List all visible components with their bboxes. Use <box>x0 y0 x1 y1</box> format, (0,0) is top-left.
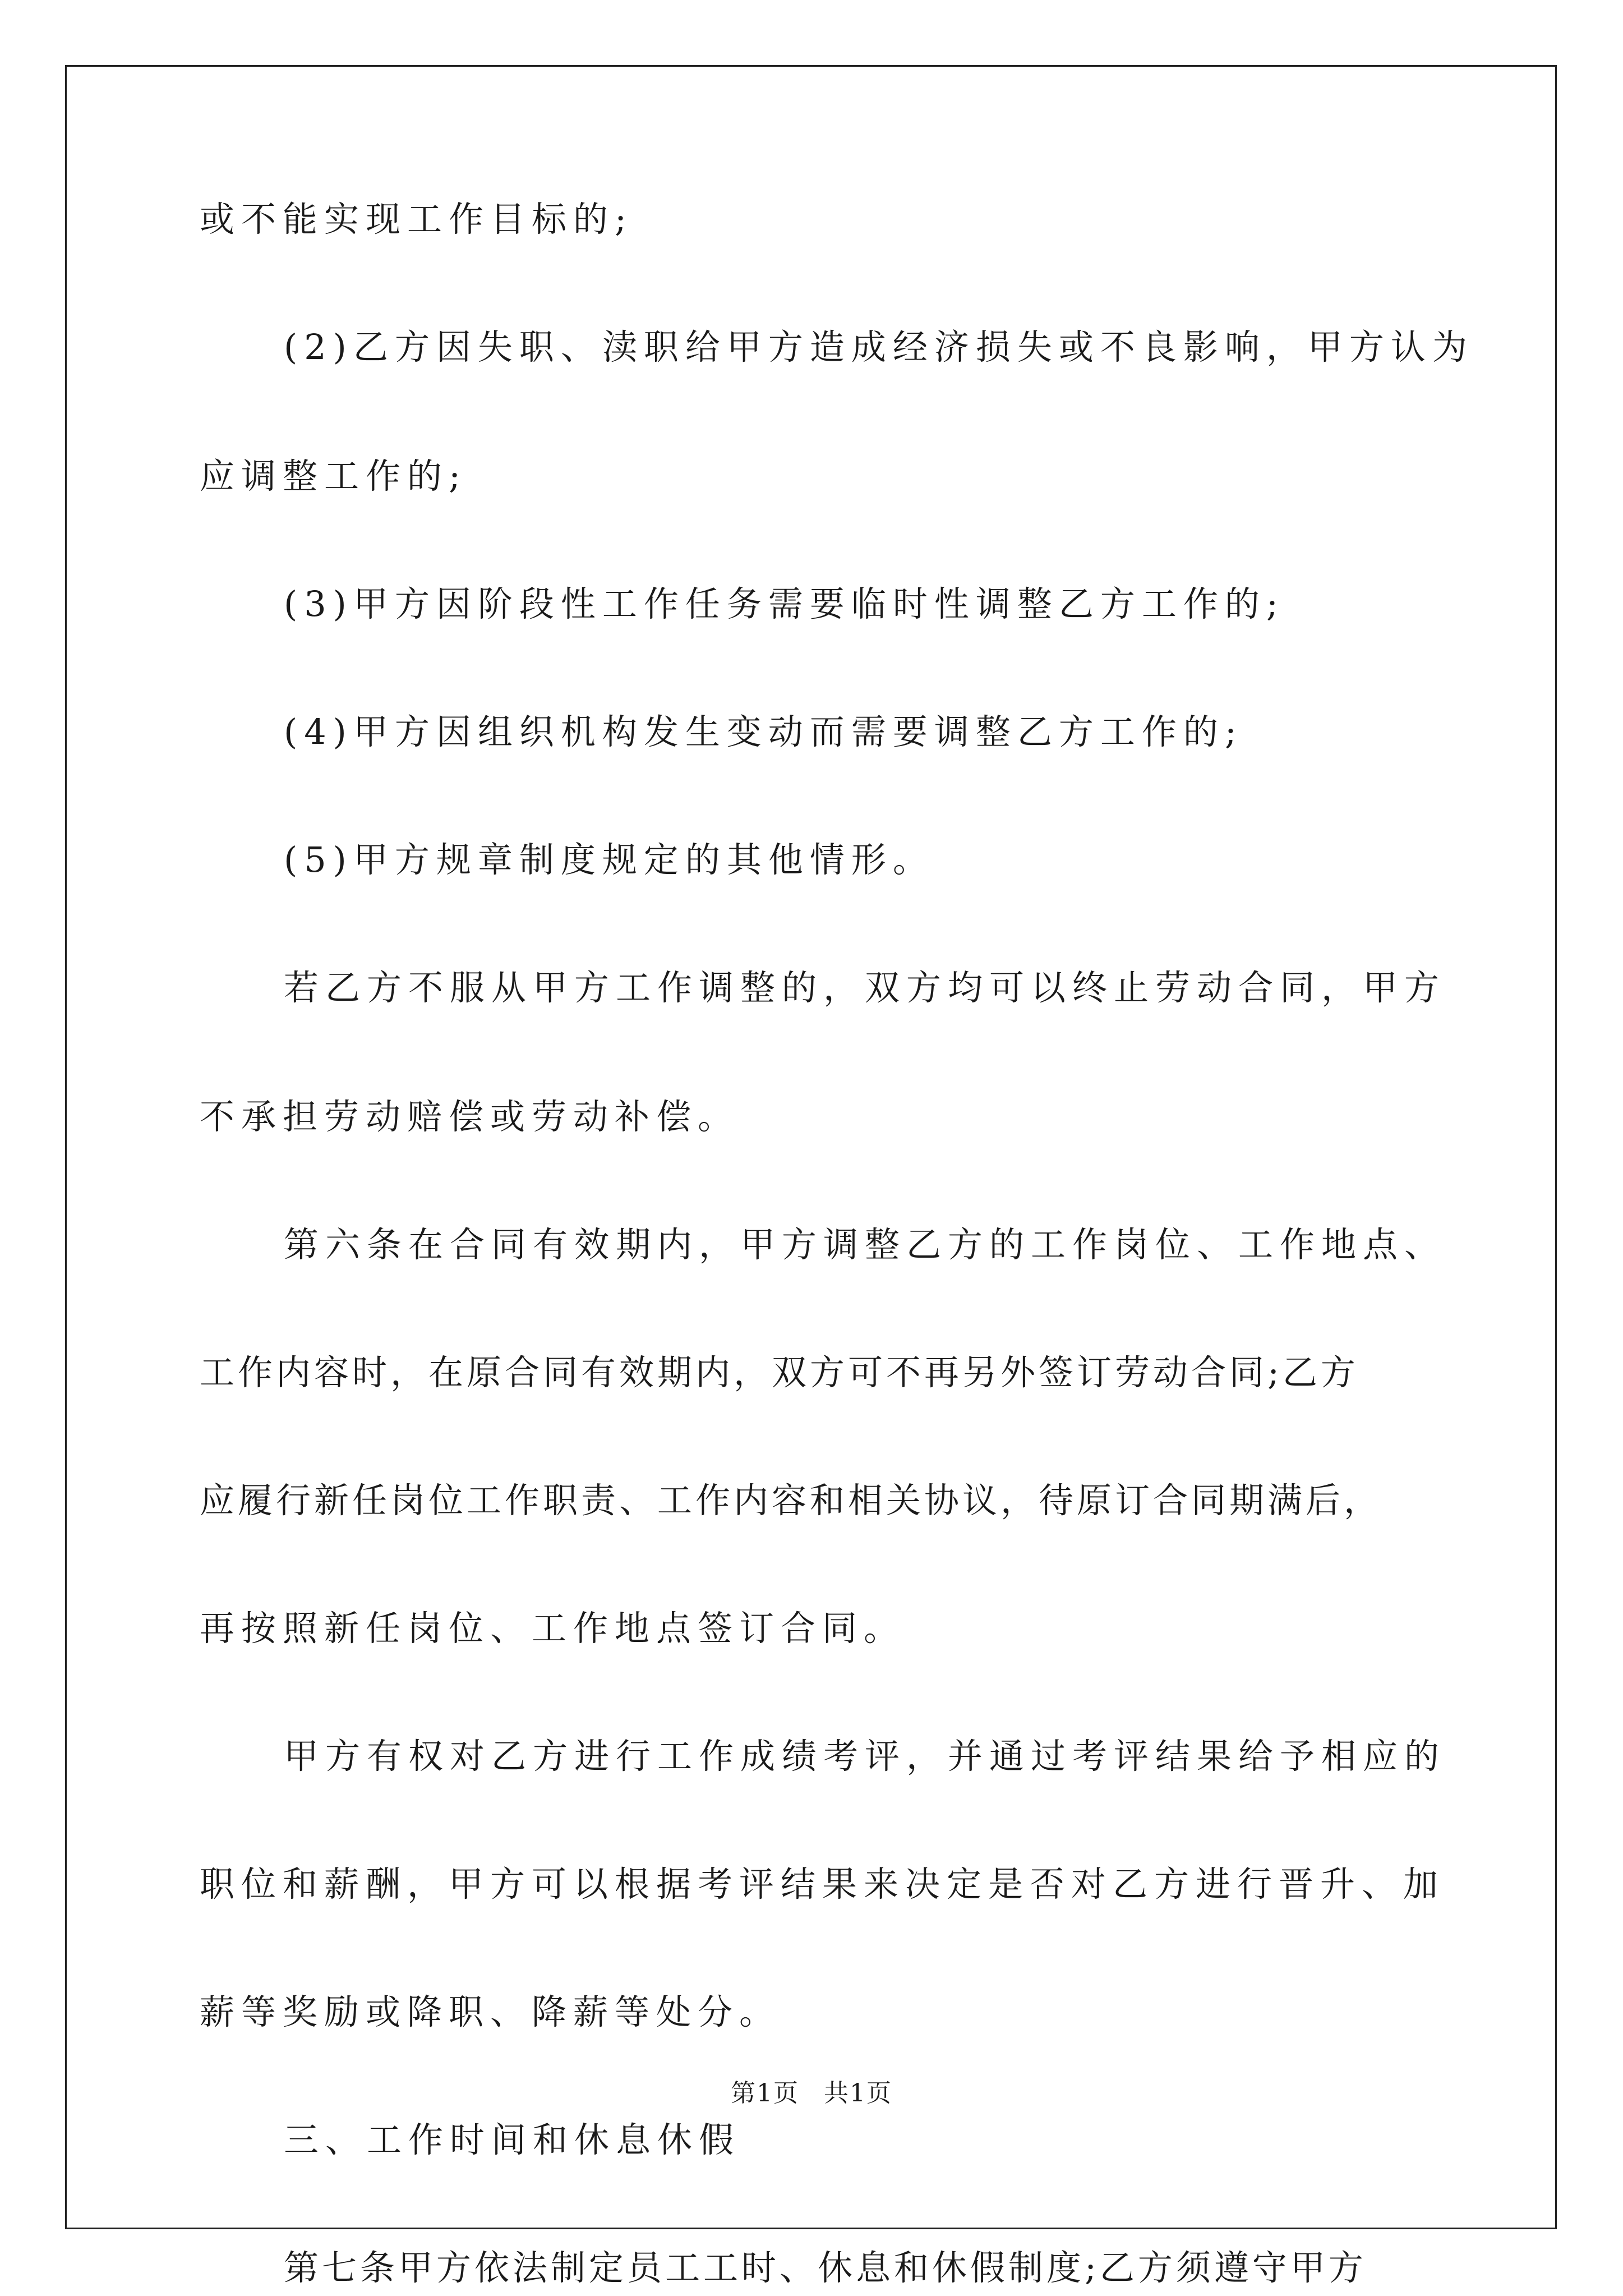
text-line: (4)甲方因组织机构发生变动而需要调整乙方工作的; <box>284 711 1243 752</box>
page-number-current: 第1页 <box>731 2079 799 2108</box>
text-line: 第六条在合同有效期内，甲方调整乙方的工作岗位、工作地点、 <box>284 1224 1446 1265</box>
text-line: 应履行新任岗位工作职责、工作内容和相关协议，待原订合同期满后， <box>200 1480 1382 1521</box>
section-heading: 三、工作时间和休息休假 <box>284 2119 741 2160</box>
text-line: (3)甲方因阶段性工作任务需要临时性调整乙方工作的; <box>284 583 1285 624</box>
text-line: 甲方有权对乙方进行工作成绩考评，并通过考评结果给予相应的 <box>284 1736 1446 1777</box>
text-line: 工作内容时，在原合同有效期内，双方可不再另外签订劳动合同;乙方 <box>200 1352 1359 1393</box>
page-footer <box>0 2081 1623 2106</box>
text-line: 职位和薪酬，甲方可以根据考评结果来决定是否对乙方进行晋升、加 <box>200 1864 1445 1904</box>
text-line: 不承担劳动赔偿或劳动补偿。 <box>200 1096 740 1137</box>
page-number-total: 共1页 <box>824 2079 892 2108</box>
text-line: 第七条甲方依法制定员工工时、休息和休假制度;乙方须遵守甲方 <box>284 2247 1367 2288</box>
page-border <box>65 65 1557 2229</box>
text-line: 薪等奖励或降职、降薪等处分。 <box>200 1991 781 2032</box>
text-line: 应调整工作的; <box>200 455 467 496</box>
text-line: 或不能实现工作目标的; <box>200 199 633 240</box>
text-line: 再按照新任岗位、工作地点签订合同。 <box>200 1608 906 1649</box>
text-line: 若乙方不服从甲方工作调整的，双方均可以终止劳动合同，甲方 <box>284 967 1446 1008</box>
text-line: (5)甲方规章制度规定的其他情形。 <box>284 839 934 880</box>
text-line: (2)乙方因失职、渎职给甲方造成经济损失或不良影响，甲方认为 <box>284 326 1474 367</box>
